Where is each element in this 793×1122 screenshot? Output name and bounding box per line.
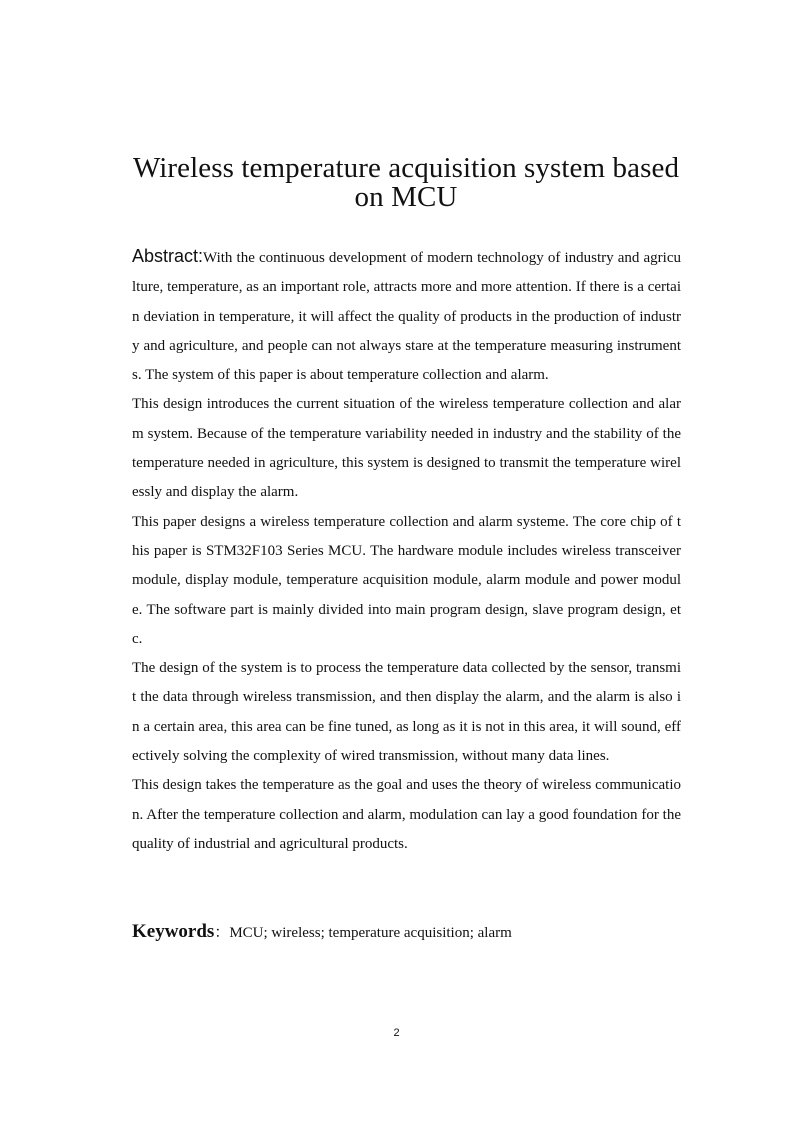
abstract-paragraph: This design takes the temperature as the goal and uses the theory of wireless communication. After the temperature collection and alarm, modulation can lay a good foundation for the quality of industrial and agricultural products. <box>132 777 681 852</box>
abstract-paragraph: This design introduces the current situation of the wireless temperature collection and alarm system. Because of the temperature variability needed in industry and the stability of the temperature needed in agriculture, this system is designed to transmit the temperature wirelessly and display the alarm. <box>132 396 681 501</box>
abstract-paragraph: This paper designs a wireless temperature collection and alarm systeme. The core chip of this paper is STM32F103 Series MCU. The hardware module includes wireless transceiver module, display module, temperature acquisition module, alarm module and power module. The software part is mainly divided into main program design, slave program design, etc. <box>132 513 681 647</box>
abstract-paragraph-text: With the continuous development of modern technology of industry and agriculture, temperature, as an important role, attracts more and more attention. If there is a certain deviation in temperature, it will affect the quality of products in the production of industry and agriculture, and people can not always stare at the temperature measuring instruments. The system of this paper is about temperature collection and alarm. <box>132 250 681 384</box>
abstract-label: Abstract: <box>132 246 204 266</box>
abstract-paragraph: The design of the system is to process the temperature data collected by the sensor, transmit the data through wireless transmission, and then display the alarm, and the alarm is also in a certain area, this area can be fine tuned, as long as it is not in this area, it will sound, effectively solving the complexity of wired transmission, without many data lines. <box>132 660 681 765</box>
keywords-line <box>132 917 681 948</box>
keywords-separator: ： <box>214 925 230 941</box>
abstract-section <box>132 242 681 859</box>
paper-title: Wireless temperature acquisition system based on MCU <box>132 152 680 213</box>
keywords-text: MCU; wireless; temperature acquisition; alarm <box>229 925 512 941</box>
page-number: 2 <box>393 1027 400 1039</box>
keywords-label: Keywords <box>132 921 215 942</box>
abstract-paragraph <box>132 242 681 390</box>
